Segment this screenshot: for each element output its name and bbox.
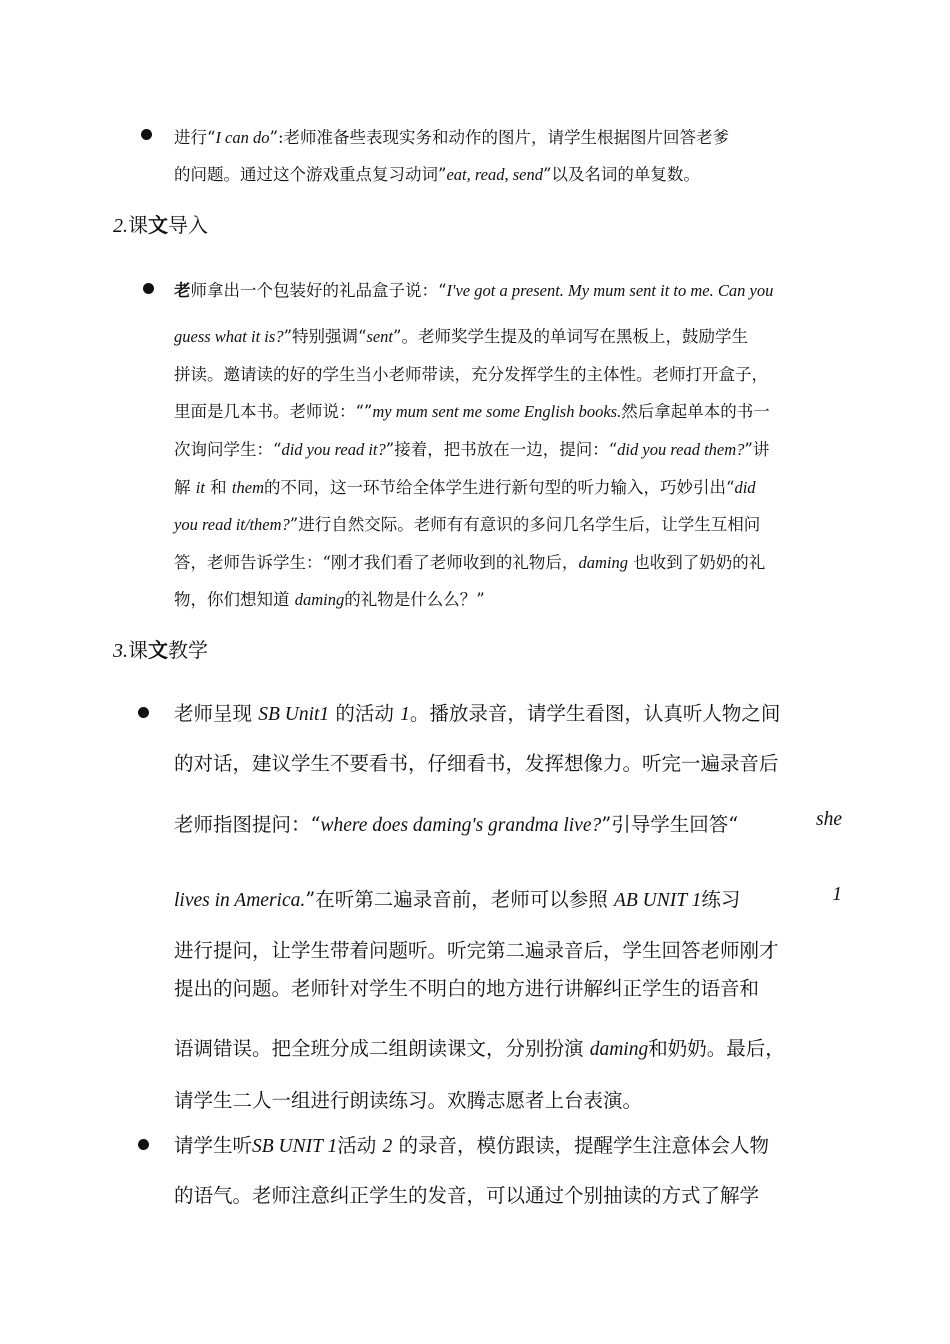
paragraph-line: 语调错误。把全班分成二组朗读课文，分别扮演 daming和奶奶。最后，	[174, 1037, 785, 1060]
paragraph-line: 答，老师告诉学生：“刚才我们看了老师收到的礼物后，daming 也收到了奶奶的礼	[174, 553, 766, 572]
paragraph-line: 请学生听SB UNIT 1活动 2 的录音，模仿跟读，提醒学生注意体会人物	[174, 1134, 769, 1157]
paragraph-line: 请学生二人一组进行朗读练习。欢腾志愿者上台表演。	[174, 1089, 643, 1112]
paragraph-line: 老师拿出一个包装好的礼品盒子说：“I've got a present. My mum sent it to me. Can you	[174, 281, 774, 300]
paragraph-line: 里面是几本书。老师说：“”my mum sent me some English books.然后拿起单本的书一	[174, 402, 770, 421]
section-heading-text-teaching: 3.课文教学	[113, 638, 208, 662]
paragraph-line: 的问题。通过这个游戏重点复习动词”eat, read, send”以及名词的单复数。	[174, 165, 700, 184]
bullet-icon	[138, 707, 149, 718]
paragraph-line: 提出的问题。老师针对学生不明白的地方进行讲解纠正学生的语音和	[174, 977, 760, 1000]
paragraph-line: 的对话，建议学生不要看书，仔细看书，发挥想像力。听完一遍录音后	[174, 752, 779, 775]
paragraph-line: 的语气。老师注意纠正学生的发音，可以通过个别抽读的方式了解学	[174, 1184, 760, 1207]
section-heading-text-intro: 2.课文导入	[113, 213, 208, 237]
paragraph-line: 老师指图提问：“where does daming's grandma live?”引导学生回答“ she	[174, 809, 842, 836]
paragraph-line: 物，你们想知道 daming的礼物是什么么？”	[174, 590, 485, 609]
bullet-icon	[143, 283, 154, 294]
paragraph-line: guess what it is?”特别强调“sent”。老师奖学生提及的单词写在黑板上，鼓励学生	[174, 327, 748, 346]
paragraph-line: 进行“I can do”:老师准备些表现实务和动作的图片，请学生根据图片回答老爹	[174, 128, 730, 147]
paragraph-line: 次询问学生：“did you read it?”接着，把书放在一边，提问：“did you read them?”讲	[174, 440, 770, 459]
bullet-icon	[141, 129, 152, 140]
paragraph-line: 老师呈现 SB Unit1 的活动 1。播放录音，请学生看图，认真听人物之间	[174, 702, 781, 725]
bullet-icon	[138, 1139, 149, 1150]
paragraph-line: 拼读。邀请读的好的学生当小老师带读，充分发挥学生的主体性。老师打开盒子，	[174, 365, 768, 384]
paragraph-line: 进行提问，让学生带着问题听。听完第二遍录音后，学生回答老师刚才	[174, 939, 779, 962]
paragraph-line: 解 it 和 them的不同，这一环节给全体学生进行新句型的听力输入，巧妙引出“did	[174, 478, 756, 497]
paragraph-line: lives in America.”在听第二遍录音前，老师可以参照 AB UNIT 1练习 1	[174, 884, 842, 911]
paragraph-line: you read it/them?”进行自然交际。老师有有意识的多问几名学生后，让学生互相问	[174, 515, 761, 534]
